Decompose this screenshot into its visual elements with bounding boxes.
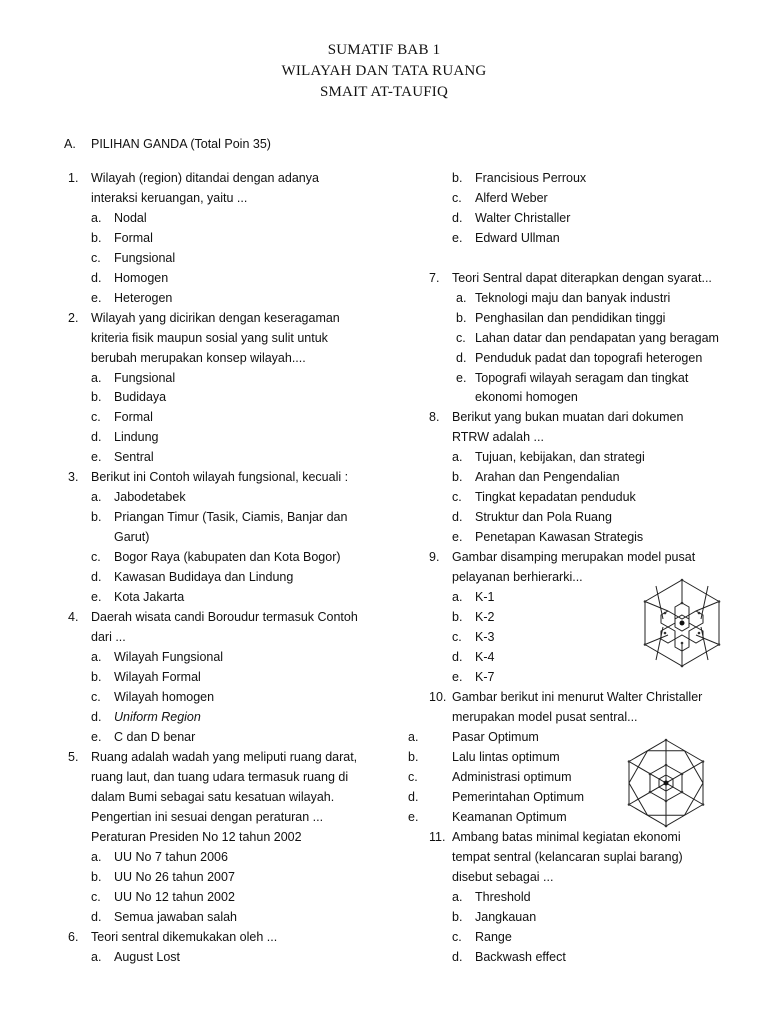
option-letter: e. xyxy=(91,450,102,464)
option-letter: d. xyxy=(452,650,463,664)
option-letter: c. xyxy=(91,690,101,704)
question-number: 3. xyxy=(68,470,79,484)
option-text: Struktur dan Pola Ruang xyxy=(475,510,612,524)
option-letter: b. xyxy=(452,910,463,924)
option-text: Uniform Region xyxy=(114,710,201,724)
question-text: Wilayah yang dicirikan dengan keseragaman xyxy=(91,311,340,325)
option-text: Wilayah homogen xyxy=(114,690,215,704)
option-letter: d. xyxy=(452,510,463,524)
option-text: Priangan Timur (Tasik, Ciamis, Banjar dan xyxy=(114,510,348,524)
option-text: Pasar Optimum xyxy=(452,730,539,744)
question-text: berubah merupakan konsep wilayah.... xyxy=(91,351,306,365)
option-letter: c. xyxy=(452,191,462,205)
option-text: Tingkat kepadatan penduduk xyxy=(475,490,636,504)
option-text: UU No 26 tahun 2007 xyxy=(114,870,235,884)
option-text: Budidaya xyxy=(114,390,167,404)
question-text: interaksi keruangan, yaitu ... xyxy=(91,191,248,205)
option-letter: a. xyxy=(452,890,463,904)
option-text: Francisious Perroux xyxy=(475,171,587,185)
question-text: merupakan model pusat sentral... xyxy=(452,710,638,724)
option-text: Formal xyxy=(114,231,153,245)
option-text: Range xyxy=(475,930,512,944)
option-letter: e. xyxy=(452,231,463,245)
option-text: K-2 xyxy=(475,610,495,624)
question-text: Gambar disamping merupakan model pusat xyxy=(452,550,696,564)
option-text: C dan D benar xyxy=(114,730,196,744)
question-text: Ruang adalah wadah yang meliputi ruang darat, xyxy=(91,750,358,764)
option-letter: b. xyxy=(452,470,463,484)
question-text: dari ... xyxy=(91,630,126,644)
option-text: Tujuan, kebijakan, dan strategi xyxy=(475,450,645,464)
option-letter: c. xyxy=(91,550,101,564)
option-letter: d. xyxy=(91,430,102,444)
option-text: Wilayah Fungsional xyxy=(114,650,224,664)
question-number: 1. xyxy=(68,171,79,185)
option-text: August Lost xyxy=(114,950,181,964)
option-letter: e. xyxy=(452,530,463,544)
question-text: Gambar berikut ini menurut Walter Christaller xyxy=(452,690,703,704)
option-letter: b. xyxy=(91,870,102,884)
question-text: ruang laut, dan tuang udara termasuk ruang di xyxy=(91,770,349,784)
option-letter: e. xyxy=(408,810,419,824)
option-text: Keamanan Optimum xyxy=(452,810,567,824)
option-letter: c. xyxy=(408,770,418,784)
option-text: Teknologi maju dan banyak industri xyxy=(475,291,671,305)
option-letter: b. xyxy=(456,311,467,325)
question-number: 9. xyxy=(429,550,440,564)
option-text: Kota Jakarta xyxy=(114,590,185,604)
option-text: Formal xyxy=(114,410,153,424)
question-text: disebut sebagai ... xyxy=(452,870,554,884)
option-text: K-3 xyxy=(475,630,495,644)
question-text: Berikut yang bukan muatan dari dokumen xyxy=(452,410,684,424)
option-letter: a. xyxy=(91,650,102,664)
option-text: Backwash effect xyxy=(475,950,566,964)
question-text: Daerah wisata candi Boroudur termasuk Contoh xyxy=(91,610,358,624)
option-letter: b. xyxy=(452,171,463,185)
option-letter: c. xyxy=(456,331,466,345)
option-text: Walter Christaller xyxy=(475,211,571,225)
option-text: Kawasan Budidaya dan Lindung xyxy=(114,570,294,584)
question-text: Pengertian ini sesuai dengan peraturan ... xyxy=(91,810,324,824)
question-number: 5. xyxy=(68,750,79,764)
question-number: 2. xyxy=(68,311,79,325)
option-text: Garut) xyxy=(114,530,150,544)
option-letter: c. xyxy=(91,890,101,904)
option-letter: e. xyxy=(452,670,463,684)
question-number: 7. xyxy=(429,271,440,285)
question-text: Wilayah (region) ditandai dengan adanya xyxy=(91,171,319,185)
school-name: SMAIT AT-TAUFIQ xyxy=(319,84,449,100)
option-text: Topografi wilayah seragam dan tingkat xyxy=(475,371,689,385)
option-text: Threshold xyxy=(475,890,531,904)
option-text: Lindung xyxy=(114,430,159,444)
option-text: Wilayah Formal xyxy=(114,670,201,684)
option-text: Arahan dan Pengendalian xyxy=(475,470,620,484)
option-letter: b. xyxy=(91,510,102,524)
question-number: 10. xyxy=(429,690,447,704)
subject-title: WILAYAH DAN TATA RUANG xyxy=(281,63,487,79)
question-text: tempat sentral (kelancaran suplai barang) xyxy=(452,850,683,864)
option-text: UU No 7 tahun 2006 xyxy=(114,850,228,864)
option-letter: d. xyxy=(456,351,467,365)
option-letter: d. xyxy=(408,790,419,804)
option-letter: e. xyxy=(91,730,102,744)
option-text: ekonomi homogen xyxy=(475,390,578,404)
option-letter: b. xyxy=(452,610,463,624)
question-text: Teori Sentral dapat diterapkan dengan syarat... xyxy=(452,271,712,285)
option-letter: b. xyxy=(408,750,419,764)
question-text: RTRW adalah ... xyxy=(452,430,544,444)
question-text: kriteria fisik maupun sosial yang sulit untuk xyxy=(91,331,328,345)
option-text: K-4 xyxy=(475,650,495,664)
option-letter: a. xyxy=(91,490,102,504)
question-number: 6. xyxy=(68,930,79,944)
option-text: Penduduk padat dan topografi heterogen xyxy=(475,351,703,365)
exam-title: SUMATIF BAB 1 xyxy=(327,42,441,58)
question-text: Peraturan Presiden No 12 tahun 2002 xyxy=(91,830,302,844)
option-letter: d. xyxy=(91,570,102,584)
question-number: 8. xyxy=(429,410,440,424)
option-text: Semua jawaban salah xyxy=(114,910,237,924)
question-number: 4. xyxy=(68,610,79,624)
option-text: Heterogen xyxy=(114,291,173,305)
question-text: Teori sentral dikemukakan oleh ... xyxy=(91,930,278,944)
question-text: dalam Bumi sebagai satu kesatuan wilayah. xyxy=(91,790,335,804)
option-letter: d. xyxy=(452,950,463,964)
option-letter: a. xyxy=(91,211,102,225)
option-text: Bogor Raya (kabupaten dan Kota Bogor) xyxy=(114,550,341,564)
option-text: Administrasi optimum xyxy=(452,770,572,784)
question-text: Berikut ini Contoh wilayah fungsional, kecuali : xyxy=(91,470,349,484)
option-text: Fungsional xyxy=(114,371,176,385)
option-letter: e. xyxy=(91,590,102,604)
option-text: Jangkauan xyxy=(475,910,537,924)
option-letter: d. xyxy=(91,910,102,924)
option-letter: a. xyxy=(408,730,419,744)
option-letter: d. xyxy=(91,271,102,285)
christaller-hexagon-diagram xyxy=(636,577,728,669)
option-text: Penetapan Kawasan Strategis xyxy=(475,530,644,544)
section-title: PILIHAN GANDA (Total Poin 35) xyxy=(91,137,271,151)
option-text: Nodal xyxy=(114,211,147,225)
christaller-hexagon-diagram xyxy=(620,737,712,829)
option-letter: a. xyxy=(456,291,467,305)
option-text: K-7 xyxy=(475,670,495,684)
option-text: Homogen xyxy=(114,271,169,285)
option-letter: e. xyxy=(456,371,467,385)
question-text: pelayanan berhierarki... xyxy=(452,570,583,584)
option-text: Alferd Weber xyxy=(475,191,548,205)
question-text: Ambang batas minimal kegiatan ekonomi xyxy=(452,830,681,844)
option-text: Jabodetabek xyxy=(114,490,186,504)
option-text: Penghasilan dan pendidikan tinggi xyxy=(475,311,666,325)
option-letter: e. xyxy=(91,291,102,305)
option-text: Edward Ullman xyxy=(475,231,560,245)
option-text: Pemerintahan Optimum xyxy=(452,790,585,804)
option-letter: b. xyxy=(91,231,102,245)
option-letter: b. xyxy=(91,390,102,404)
option-letter: c. xyxy=(452,490,462,504)
option-text: K-1 xyxy=(475,590,495,604)
option-letter: d. xyxy=(91,710,102,724)
option-letter: a. xyxy=(91,371,102,385)
question-number: 11. xyxy=(429,830,446,844)
option-letter: a. xyxy=(91,950,102,964)
option-text: Fungsional xyxy=(114,251,176,265)
option-letter: c. xyxy=(91,251,101,265)
section-letter: A. xyxy=(64,137,76,151)
option-text: Lalu lintas optimum xyxy=(452,750,560,764)
option-letter: a. xyxy=(452,590,463,604)
option-letter: a. xyxy=(452,450,463,464)
option-letter: d. xyxy=(452,211,463,225)
option-letter: c. xyxy=(452,930,462,944)
option-text: Sentral xyxy=(114,450,154,464)
option-text: UU No 12 tahun 2002 xyxy=(114,890,235,904)
option-letter: c. xyxy=(452,630,462,644)
option-letter: b. xyxy=(91,670,102,684)
option-letter: a. xyxy=(91,850,102,864)
option-letter: c. xyxy=(91,410,101,424)
option-text: Lahan datar dan pendapatan yang beragam xyxy=(475,331,719,345)
